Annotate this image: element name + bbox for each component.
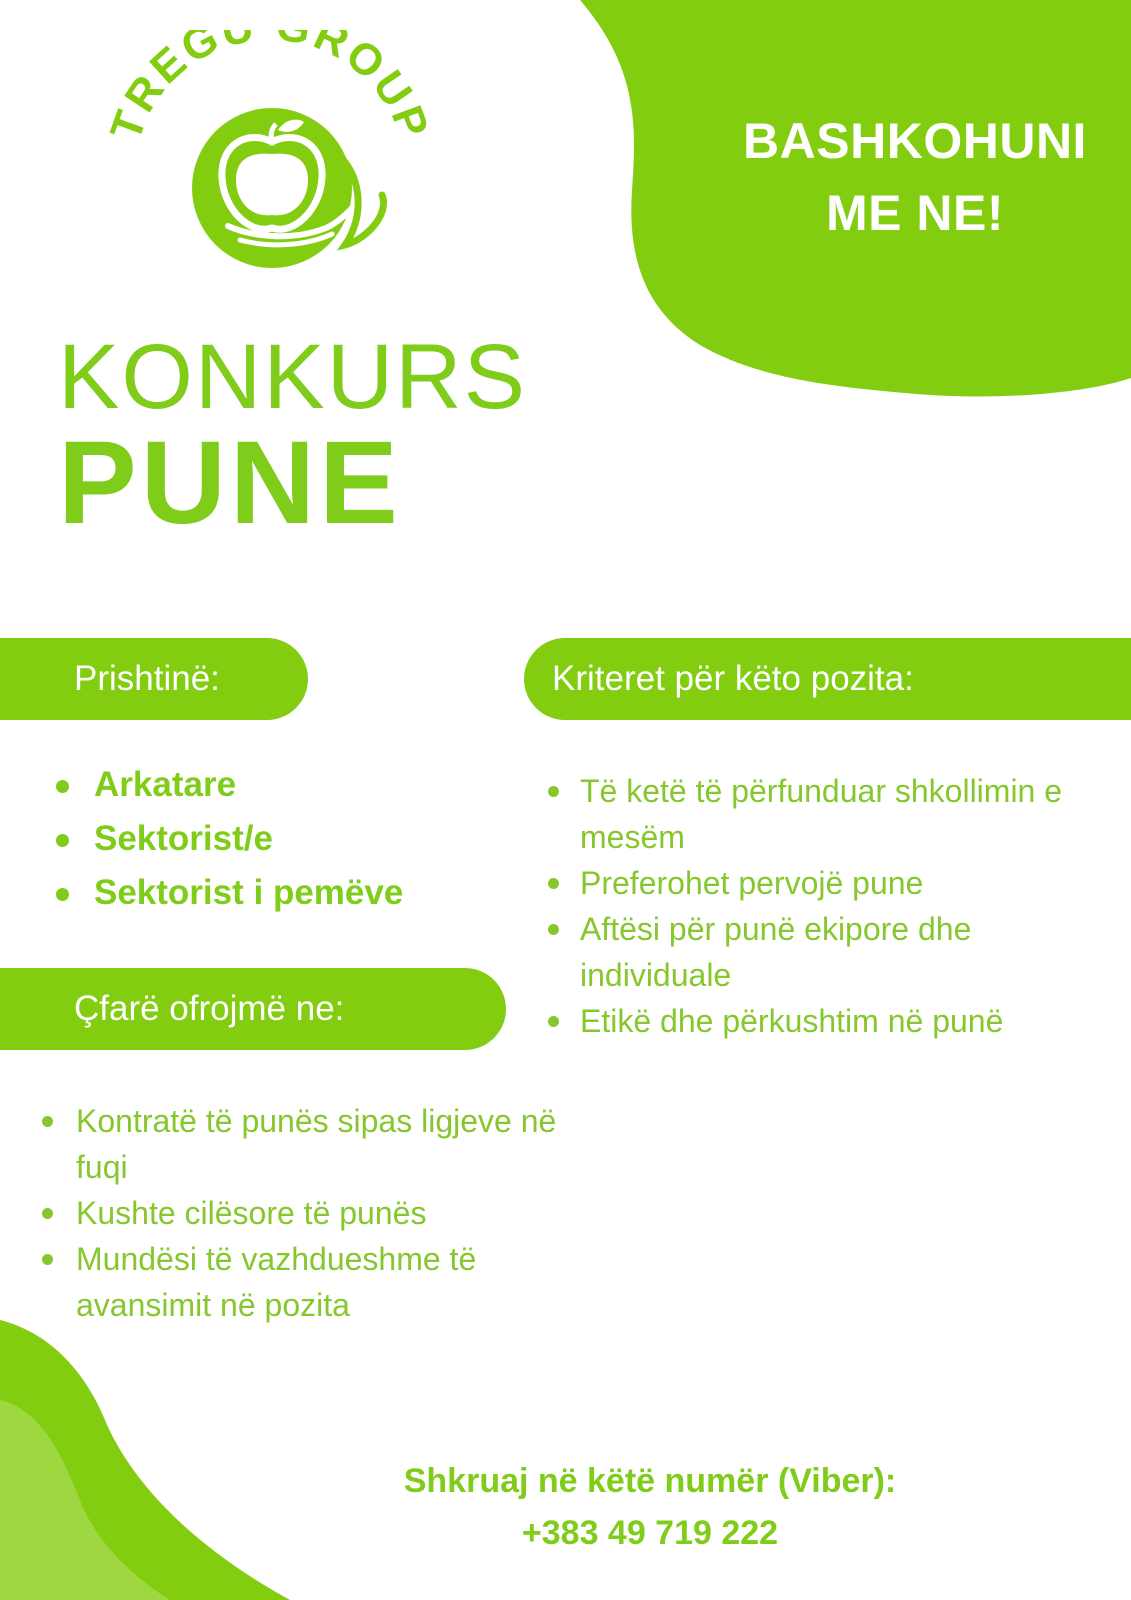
title-line1: KONKURS bbox=[58, 326, 527, 428]
criteria-item: Të ketë të përfunduar shkollimin e mesëm bbox=[548, 768, 1118, 860]
offers-list bbox=[42, 1098, 572, 1328]
logo-text: TREG ROUP bbox=[101, 30, 439, 147]
join-us-callout bbox=[720, 105, 1110, 249]
criteria-header-label: Kriteret për këto pozita: bbox=[552, 659, 914, 698]
company-logo bbox=[100, 30, 440, 280]
offer-item: Kontratë të punës sipas ligjeve në fuqi bbox=[42, 1098, 572, 1190]
phone-number[interactable]: +383 49 719 222 bbox=[521, 1514, 779, 1552]
position-item: Arkatare bbox=[56, 758, 403, 812]
criteria-list bbox=[548, 768, 1118, 1044]
title-line2: PUNE bbox=[58, 417, 402, 549]
criteria-item: Aftësi për punë ekipore dhe individuale bbox=[548, 906, 1118, 998]
criteria-item: Preferohet pervojë pune bbox=[548, 860, 1118, 906]
apple-in-hand-icon bbox=[100, 30, 440, 280]
position-item: Sektorist/e bbox=[56, 812, 403, 866]
offer-header-label: Çfarë ofrojmë ne: bbox=[74, 989, 345, 1028]
contact-block bbox=[300, 1455, 1000, 1559]
callout-line2: ME NE! bbox=[826, 185, 1004, 241]
offer-header bbox=[0, 968, 506, 1050]
criteria-item: Etikë dhe përkushtim në punë bbox=[548, 998, 1118, 1044]
location-header-label: Prishtinë: bbox=[74, 659, 220, 698]
offer-item: Kushte cilësore të punës bbox=[42, 1190, 572, 1236]
contact-instruction: Shkruaj në këtë numër (Viber): bbox=[403, 1462, 897, 1500]
callout-line1: BASHKOHUNI bbox=[743, 113, 1087, 169]
criteria-header bbox=[524, 638, 1131, 720]
positions-list bbox=[56, 758, 403, 920]
location-header bbox=[0, 638, 308, 720]
position-item: Sektorist i pemëve bbox=[56, 866, 403, 920]
offer-item: Mundësi të vazhdueshme të avansimit në pozita bbox=[42, 1236, 572, 1328]
